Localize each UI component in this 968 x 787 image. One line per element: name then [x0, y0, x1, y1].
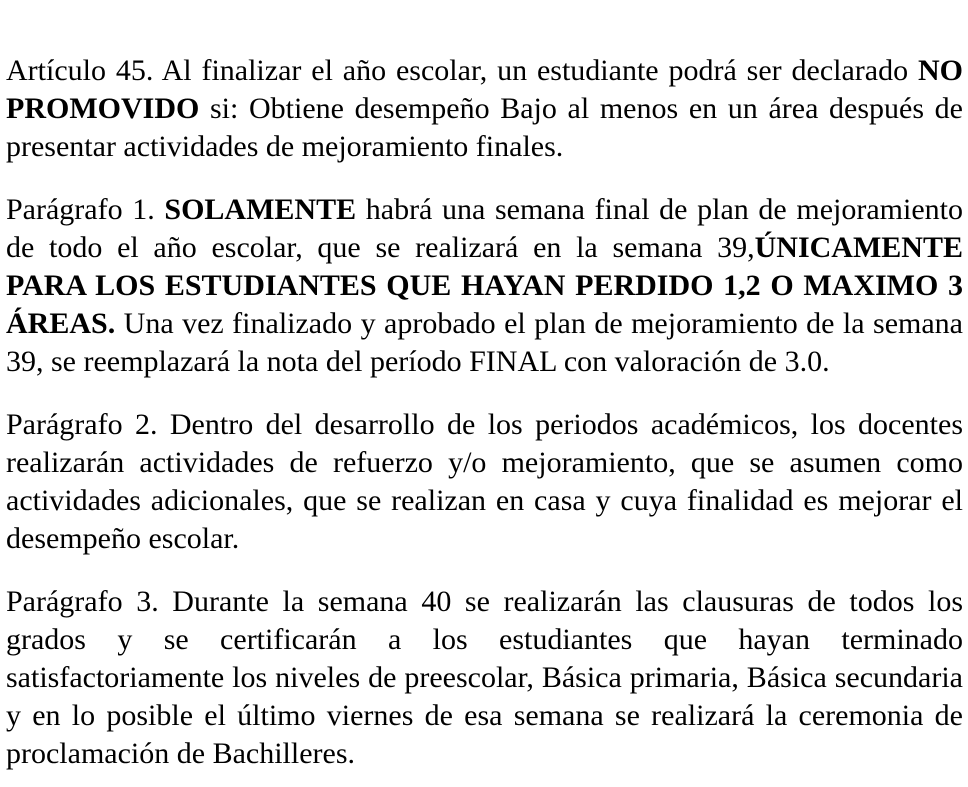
text-line — [6, 659, 963, 697]
text-run: Una vez finalizado y aprobado el plan de mejoramiento de la semana — [115, 307, 963, 340]
text-line — [6, 621, 963, 659]
bold-text-run: PROMOVIDO — [6, 92, 200, 125]
text-run: de todo el año escolar, que se realizará en la semana 39, — [6, 231, 755, 264]
paragraph-paragrafo-3 — [6, 583, 963, 773]
text-line — [6, 343, 963, 381]
text-line — [6, 482, 963, 520]
bold-text-run: NO — [918, 54, 963, 87]
text-line — [6, 267, 963, 305]
text-run: satisfactoriamente los niveles de preescolar, Básica primaria, Básica secundaria — [6, 661, 963, 694]
text-line — [6, 583, 963, 621]
text-line — [6, 735, 963, 773]
bold-text-run: ÁREAS. — [6, 307, 116, 340]
text-run: desempeño escolar. — [6, 522, 240, 555]
text-run: y en lo posible el último viernes de esa semana se realizará la ceremonia de — [6, 699, 963, 732]
text-line — [6, 191, 963, 229]
paragraph-paragrafo-1 — [6, 191, 963, 381]
text-run: Parágrafo 2. Dentro del desarrollo de los periodos académicos, los docentes — [6, 408, 963, 441]
text-line — [6, 406, 963, 444]
text-run: proclamación de Bachilleres. — [6, 737, 356, 770]
text-run: Parágrafo 3. Durante la semana 40 se realizarán las clausuras de todos los — [6, 585, 963, 618]
text-line — [6, 305, 963, 343]
text-run: 39, se reemplazará la nota del período FINAL con valoración de 3.0. — [6, 345, 830, 378]
text-run: Parágrafo 1. — [6, 193, 165, 226]
text-line — [6, 520, 963, 558]
text-run: grados y se certificarán a los estudiantes que hayan terminado — [6, 623, 963, 656]
text-run: realizarán actividades de refuerzo y/o mejoramiento, que se asumen como — [6, 446, 963, 479]
text-run: actividades adicionales, que se realizan en casa y cuya finalidad es mejorar el — [6, 484, 963, 517]
text-line — [6, 128, 963, 166]
text-run: si: Obtiene desempeño Bajo al menos en un área después de — [199, 92, 963, 125]
text-run: habrá una semana final de plan de mejoramiento — [356, 193, 963, 226]
text-line — [6, 52, 963, 90]
paragraph-paragrafo-2 — [6, 406, 963, 558]
bold-text-run: PARA LOS ESTUDIANTES QUE HAYAN PERDIDO 1,2 O MAXIMO 3 — [6, 269, 963, 302]
bold-text-run: SOLAMENTE — [164, 193, 357, 226]
text-line — [6, 697, 963, 735]
text-line — [6, 229, 963, 267]
text-line — [6, 90, 963, 128]
text-run: presentar actividades de mejoramiento finales. — [6, 130, 564, 163]
text-run: Artículo 45. Al finalizar el año escolar, un estudiante podrá ser declarado — [6, 54, 918, 87]
text-line — [6, 444, 963, 482]
document-body — [6, 52, 963, 773]
paragraph-articulo-45 — [6, 52, 963, 166]
bold-text-run: ÚNICAMENTE — [754, 231, 963, 264]
